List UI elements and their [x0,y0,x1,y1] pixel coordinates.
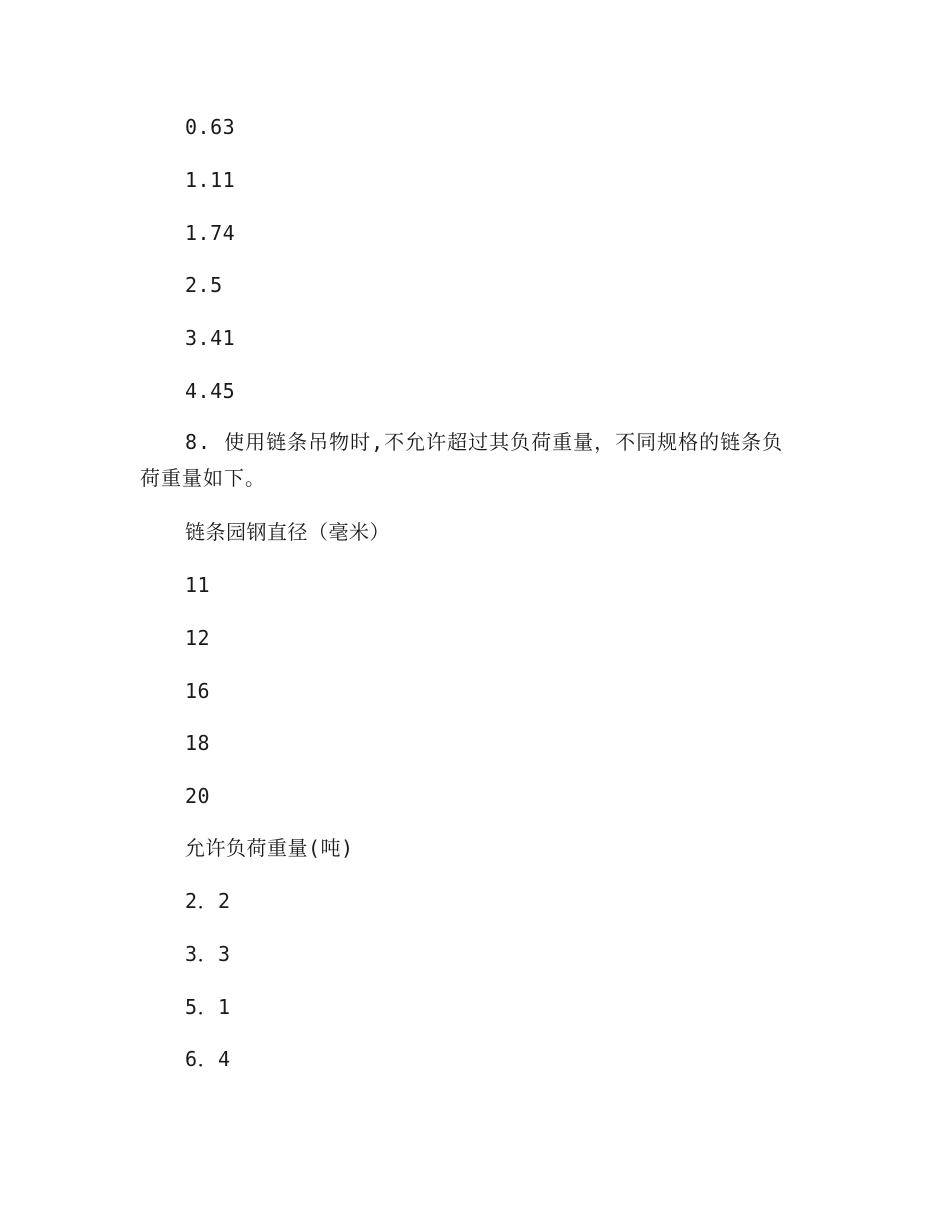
load-value: 2．2 [185,889,231,913]
value-line: 4.45 [185,379,236,403]
value-line: 2.5 [185,273,223,297]
load-value: 6．4 [185,1047,231,1071]
load-value: 3．3 [185,942,231,966]
chain-load-paragraph: 8. 使用链条吊物时,不允许超过其负荷重量，不同规格的链条负荷重量如下。 [140,430,784,490]
load-value: 5．1 [185,995,231,1019]
diameter-value: 20 [185,784,211,808]
diameter-value: 16 [185,679,211,703]
value-line: 1.74 [185,221,236,245]
diameter-value: 11 [185,573,211,597]
diameter-value: 18 [185,731,211,755]
value-line: 0.63 [185,115,236,139]
value-line: 1.11 [185,168,236,192]
load-header: 允许负荷重量(吨) [185,836,354,860]
diameter-header: 链条园钢直径（毫米） [185,520,390,544]
value-line: 3.41 [185,326,236,350]
diameter-value: 12 [185,626,211,650]
